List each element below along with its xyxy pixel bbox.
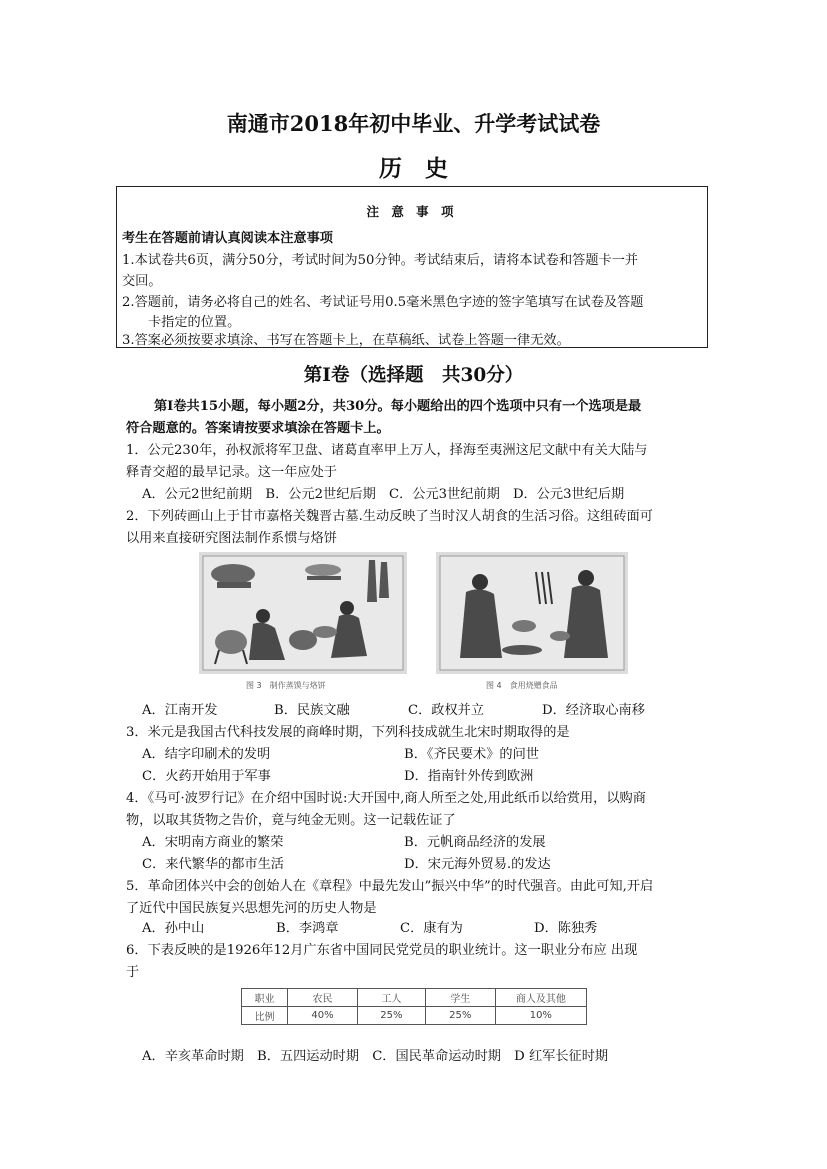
q5-option-c: C．康有为: [400, 921, 463, 936]
q4-option-c: C．来代繁华的都市生活: [142, 857, 284, 872]
q6-stem: 6．下表反映的是1926年12月广东省中国同民党党员的职业统计。这一职业分布应 出现: [126, 943, 638, 958]
q2-stem: 2．下列砖画山上于甘市嘉格关魏晋古墓.生动反映了当时汉人胡食的生活习俗。这组砖面可: [126, 509, 653, 524]
table-cell: 25%: [425, 1007, 495, 1025]
table-header-cell: 学生: [425, 989, 495, 1007]
brick-painting-left-figure: [199, 552, 407, 674]
q5-option-a: A．孙中山: [142, 921, 205, 936]
q1-stem: 1．公元230年，孙权派将军卫盘、诸葛直率甲上万人，择海至夷洲这尼文献中有关大陆与: [126, 443, 648, 458]
q2-option-c: C．政权并立: [408, 703, 485, 718]
brick-painting-right-figure: [436, 552, 628, 674]
occupation-table: [241, 988, 587, 1025]
q1-stem-cont: 释青交超的最早记录。这一年应处于: [126, 465, 337, 480]
notice-item-2: 2.答题前，请务必将自己的姓名、考试证号用0.5毫米黑色字迹的签字笔填写在试卷及答题: [122, 295, 644, 310]
notice-intro: 考生在答题前请认真阅读本注意事项: [122, 231, 333, 246]
q6-options: A．辛亥革命时期 B．五四运动时期 C．国民革命运动时期 D 红军长征时期: [142, 1049, 609, 1064]
q3-option-c: C．火药开始用于军事: [142, 769, 271, 784]
q4-option-a: A．宋明南方商业的繁荣: [142, 835, 284, 850]
table-cell: 25%: [357, 1007, 425, 1025]
q1-options: A．公元2世纪前期 B．公元2世纪后期 C．公元3世纪前期 D．公元3世纪后期: [142, 487, 625, 502]
table-row: [242, 1007, 587, 1025]
q2-option-a: A．江南开发: [142, 703, 218, 718]
q3-option-d: D．指南针外传到欧洲: [404, 769, 534, 784]
q2-option-b: B．民族文融: [274, 703, 350, 718]
notice-item-1-cont: 交回。: [122, 274, 162, 289]
table-cell: 比例: [242, 1007, 288, 1025]
q2-stem-cont: 以用来直接研究图法制作系惯与烙饼: [126, 531, 337, 546]
q4-option-b: B．元帆商品经济的发展: [404, 835, 546, 850]
caption-right: 图 4 食用烧赠食品: [486, 681, 558, 690]
table-header-cell: 职业: [242, 989, 288, 1007]
q4-stem-cont: 物，以取其货物之告价，竟与纯金无则。这一记载佐证了: [126, 813, 456, 828]
table-header-cell: 农民: [288, 989, 358, 1007]
q3-option-b: B．《齐民要术》的问世: [404, 747, 539, 762]
brick-painting-left: [199, 552, 407, 674]
notice-item-2-cont: 卡指定的位置。: [148, 315, 241, 330]
q4-option-d: D．宋元海外贸易.的发达: [404, 857, 551, 872]
table-cell: 40%: [288, 1007, 358, 1025]
section-title: 第Ⅰ卷（选择题 共30分）: [303, 365, 524, 386]
notice-item-3: 3.答案必须按要求填涂、书写在答题卡上，在草稿纸、试卷上答题一律无效。: [122, 333, 570, 348]
brick-painting-right: [436, 552, 628, 674]
exam-title: 南通市2018年初中毕业、升学考试试卷: [226, 111, 601, 136]
table-header-cell: 工人: [357, 989, 425, 1007]
q5-option-d: D．陈独秀: [534, 921, 598, 936]
q3-option-a: A．结字印刷术的发明: [142, 747, 271, 762]
q5-option-b: B．李鸿章: [276, 921, 339, 936]
q5-stem: 5．革命团体兴中会的创始人在《章程》中最先发山”振兴中华”的时代强音。由此可知,开启: [126, 879, 654, 894]
section-instructions-cont: 符合题意的。答案请按要求填涂在答题卡上。: [126, 421, 390, 436]
q6-stem-cont: 于: [126, 965, 140, 980]
table-header-row: [242, 989, 587, 1007]
section-instructions: 第Ⅰ卷共15小题，每小题2分，共30分。每小题给出的四个选项中只有一个选项是最: [154, 399, 642, 414]
notice-item-1: 1.本试卷共6页，满分50分，考试时间为50分钟。考试结束后，请将本试卷和答题卡一并: [122, 253, 639, 268]
table-header-cell: 商人及其他: [495, 989, 586, 1007]
caption-left: 图 3 制作蒸馍与烙饼: [246, 681, 326, 690]
q2-option-d: D．经济取心南移: [542, 703, 645, 718]
notice-heading: 注 意 事 项: [366, 204, 458, 219]
table-cell: 10%: [495, 1007, 586, 1025]
q3-stem: 3．米元是我国古代科技发展的商峰时期，下列科技成就生北宋时期取得的是: [126, 725, 570, 740]
subject-title: 历 史: [379, 155, 448, 182]
q5-stem-cont: 了近代中国民族复兴思想先河的历史人物是: [126, 901, 377, 916]
q4-stem: 4．《马可·波罗行记》在介绍中国时说:大开国中,商人所至之处,用此纸币以给赏用，以购商: [126, 791, 646, 806]
